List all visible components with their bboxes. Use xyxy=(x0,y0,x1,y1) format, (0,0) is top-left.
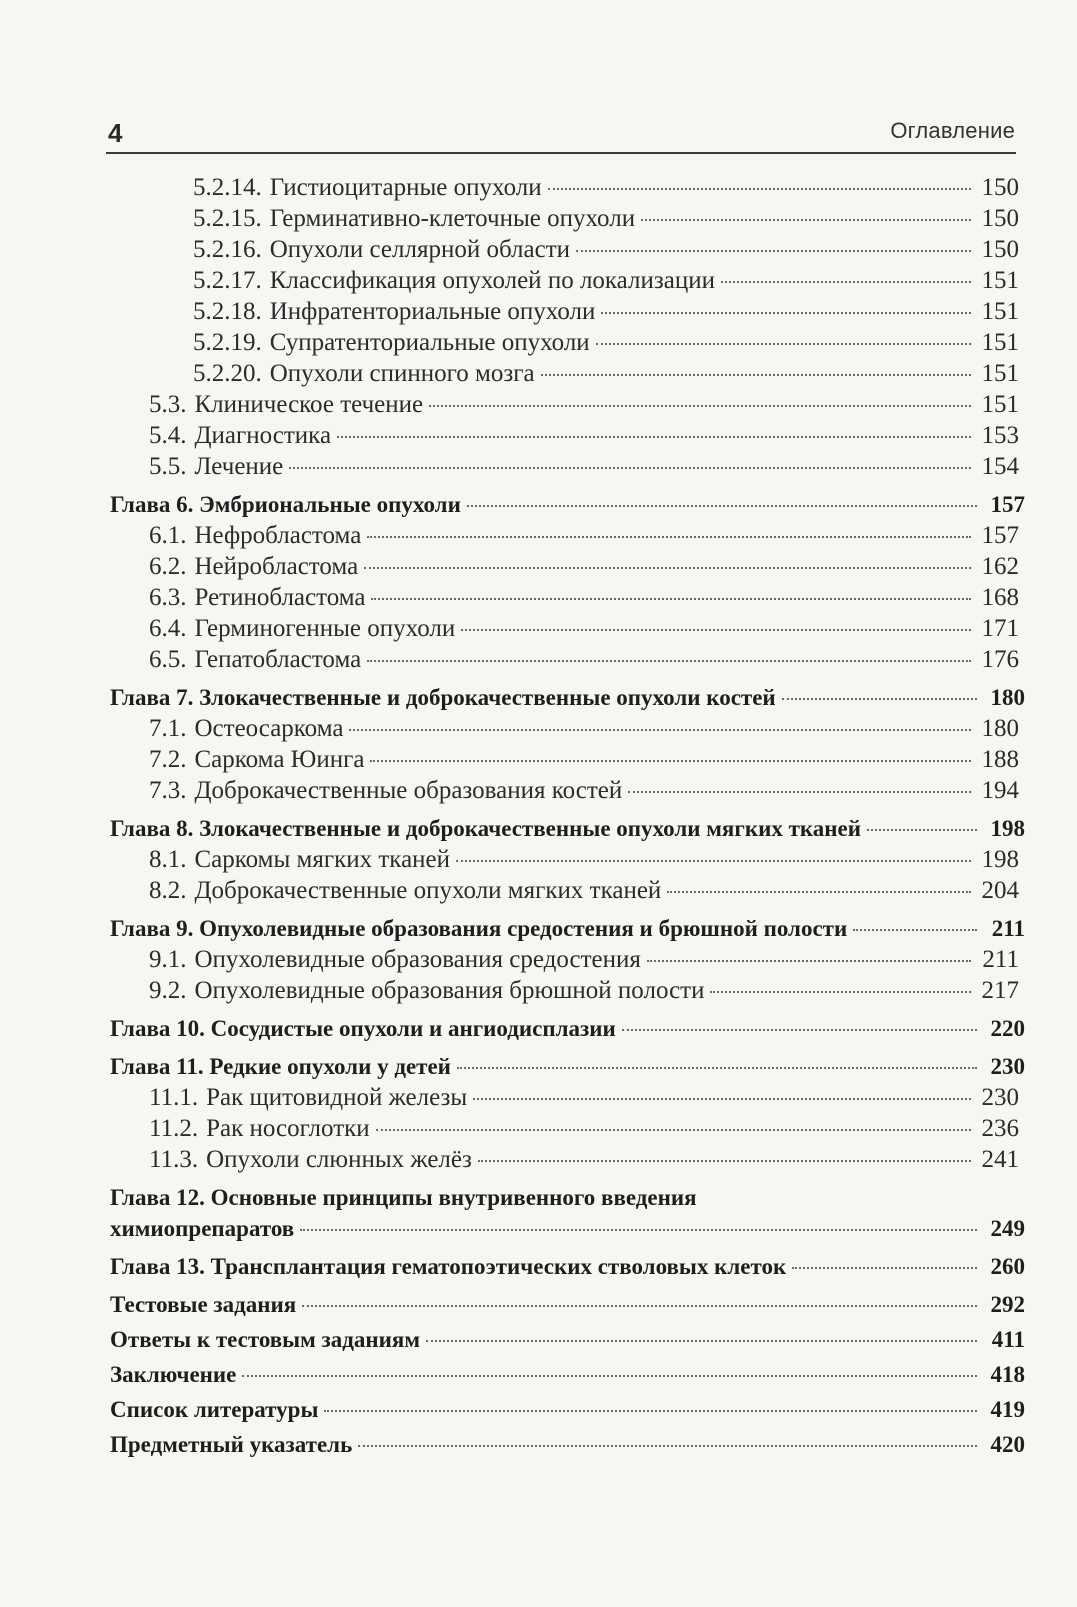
dot-leader xyxy=(426,1340,977,1342)
dot-leader xyxy=(358,1445,977,1447)
toc-entry-6-4[interactable] xyxy=(0,613,1077,644)
toc-chapter-13[interactable] xyxy=(0,1251,1077,1282)
page-ref: 188 xyxy=(981,746,1019,773)
chapter-title: Глава 7. Злокачественные и доброкачественные опухоли костей xyxy=(110,685,776,710)
toc-entry-7-2[interactable] xyxy=(0,744,1077,775)
toc-entry-5-4[interactable] xyxy=(0,420,1077,451)
section-number: 5.2.14. xyxy=(193,174,262,201)
chapter-title: Заключение xyxy=(110,1362,237,1387)
section-number: 5.4. xyxy=(149,422,187,449)
page-ref: 151 xyxy=(981,391,1019,418)
toc-chapter-9[interactable] xyxy=(0,913,1077,944)
page-ref: 171 xyxy=(981,615,1019,642)
running-head: Оглавление xyxy=(890,118,1015,143)
section-title: Опухолевидные образования брюшной полости xyxy=(194,977,705,1004)
table-of-contents xyxy=(0,172,1077,1460)
toc-conclusion[interactable] xyxy=(0,1359,1077,1390)
dot-leader xyxy=(473,1098,971,1100)
dot-leader xyxy=(601,312,971,314)
toc-chapter-11[interactable] xyxy=(0,1051,1077,1082)
page-ref: 230 xyxy=(990,1054,1025,1079)
dot-leader xyxy=(622,1029,977,1031)
dot-leader xyxy=(478,1160,971,1162)
toc-entry-11-2[interactable] xyxy=(0,1113,1077,1144)
page-ref: 151 xyxy=(981,329,1019,356)
chapter-title-line2: химиопрепаратов xyxy=(110,1216,295,1241)
section-number: 5.2.19. xyxy=(193,329,262,356)
toc-entry-5-5[interactable] xyxy=(0,451,1077,482)
page-ref: 420 xyxy=(990,1432,1025,1457)
section-title: Рак щитовидной железы xyxy=(206,1084,468,1111)
dot-leader xyxy=(461,629,971,631)
page-ref: 153 xyxy=(981,422,1019,449)
dot-leader xyxy=(641,219,971,221)
section-title: Рак носоглотки xyxy=(206,1115,370,1142)
page-ref: 168 xyxy=(981,584,1019,611)
dot-leader xyxy=(289,467,971,469)
section-title: Остеосаркома xyxy=(194,715,344,742)
toc-chapter-6[interactable] xyxy=(0,489,1077,520)
toc-entry-7-3[interactable] xyxy=(0,775,1077,806)
section-number: 6.3. xyxy=(149,584,187,611)
page-ref: 292 xyxy=(990,1292,1025,1317)
toc-index[interactable] xyxy=(0,1429,1077,1460)
section-number: 5.3. xyxy=(149,391,187,418)
page-ref: 151 xyxy=(981,360,1019,387)
dot-leader xyxy=(782,698,977,700)
page-ref: 418 xyxy=(990,1362,1025,1387)
section-number: 6.4. xyxy=(149,615,187,642)
toc-chapter-12[interactable] xyxy=(0,1213,1077,1244)
dot-leader xyxy=(792,1267,977,1269)
dot-leader xyxy=(457,1067,977,1069)
page-ref: 204 xyxy=(981,877,1019,904)
page-ref: 236 xyxy=(981,1115,1019,1142)
dot-leader xyxy=(364,567,971,569)
chapter-title: Ответы к тестовым заданиям xyxy=(110,1327,421,1352)
dot-leader xyxy=(300,1229,977,1231)
section-title: Герминогенные опухоли xyxy=(194,615,456,642)
chapter-12-title-line1[interactable]: Глава 12. Основные принципы внутривенного введения xyxy=(110,1185,697,1210)
toc-chapter-7[interactable] xyxy=(0,682,1077,713)
page-ref: 150 xyxy=(981,174,1019,201)
dot-leader xyxy=(370,760,971,762)
section-number: 5.2.20. xyxy=(193,360,262,387)
toc-entry-6-1[interactable] xyxy=(0,520,1077,551)
chapter-title: Глава 9. Опухолевидные образования средостения и брюшной полости xyxy=(110,916,848,941)
dot-leader xyxy=(721,281,971,283)
dot-leader xyxy=(667,891,971,893)
toc-entry-5-2-20[interactable] xyxy=(0,358,1077,389)
toc-entry-5-2-15[interactable] xyxy=(0,203,1077,234)
section-number: 8.1. xyxy=(149,846,187,873)
page-ref: 176 xyxy=(981,646,1019,673)
page-ref: 150 xyxy=(981,236,1019,263)
page-ref: 217 xyxy=(981,977,1019,1004)
page-ref: 230 xyxy=(981,1084,1019,1111)
section-number: 8.2. xyxy=(149,877,187,904)
toc-answers[interactable] xyxy=(0,1324,1077,1355)
page-ref: 198 xyxy=(990,816,1025,841)
section-number: 5.2.18. xyxy=(193,298,262,325)
section-title: Опухоли селлярной области xyxy=(269,236,571,263)
toc-entry-9-1[interactable] xyxy=(0,944,1077,975)
page-ref: 260 xyxy=(990,1254,1025,1279)
toc-entry-8-1[interactable] xyxy=(0,844,1077,875)
page-ref: 411 xyxy=(991,1327,1025,1352)
page-ref: 157 xyxy=(990,492,1025,517)
toc-entry-5-2-14[interactable] xyxy=(0,172,1077,203)
toc-entry-6-5[interactable] xyxy=(0,644,1077,675)
dot-leader xyxy=(349,729,971,731)
section-number: 5.2.15. xyxy=(193,205,262,232)
dot-leader xyxy=(467,505,977,507)
section-title: Нейробластома xyxy=(194,553,359,580)
dot-leader xyxy=(541,374,971,376)
section-number: 7.1. xyxy=(149,715,187,742)
dot-leader xyxy=(324,1410,977,1412)
section-title: Супратенториальные опухоли xyxy=(269,329,590,356)
toc-chapter-10[interactable] xyxy=(0,1013,1077,1044)
section-title: Лечение xyxy=(194,453,284,480)
section-number: 11.1. xyxy=(149,1084,199,1111)
page-ref: 419 xyxy=(990,1397,1025,1422)
section-title: Опухолевидные образования средостения xyxy=(194,946,641,973)
section-number: 6.1. xyxy=(149,522,187,549)
section-title: Герминативно-клеточные опухоли xyxy=(269,205,636,232)
page-ref: 249 xyxy=(990,1216,1025,1241)
page-ref: 220 xyxy=(990,1016,1025,1041)
toc-entry-7-1[interactable] xyxy=(0,713,1077,744)
page-ref: 151 xyxy=(981,298,1019,325)
section-title: Клиническое течение xyxy=(194,391,424,418)
section-number: 5.2.16. xyxy=(193,236,262,263)
section-number: 9.2. xyxy=(149,977,187,1004)
page-ref: 180 xyxy=(981,715,1019,742)
header-rule xyxy=(106,152,1016,154)
dot-leader xyxy=(429,405,971,407)
page-ref: 151 xyxy=(981,267,1019,294)
dot-leader xyxy=(548,188,971,190)
page-ref: 198 xyxy=(981,846,1019,873)
chapter-title: Глава 11. Редкие опухоли у детей xyxy=(110,1054,451,1079)
toc-entry-6-3[interactable] xyxy=(0,582,1077,613)
page-ref: 211 xyxy=(982,946,1019,973)
section-number: 11.3. xyxy=(149,1146,199,1173)
chapter-title: Предметный указатель xyxy=(110,1432,353,1457)
section-title: Ретинобластома xyxy=(194,584,366,611)
dot-leader xyxy=(367,536,971,538)
section-title: Опухоли спинного мозга xyxy=(269,360,535,387)
section-number: 7.2. xyxy=(149,746,187,773)
section-title: Классификация опухолей по локализации xyxy=(269,267,715,294)
dot-leader xyxy=(242,1375,977,1377)
page-ref: 157 xyxy=(981,522,1019,549)
section-number: 7.3. xyxy=(149,777,187,804)
dot-leader xyxy=(367,660,971,662)
page-ref: 211 xyxy=(991,916,1025,941)
section-title: Опухоли слюнных желёз xyxy=(206,1146,472,1173)
toc-entry-9-2[interactable] xyxy=(0,975,1077,1006)
chapter-title: Глава 6. Эмбриональные опухоли xyxy=(110,492,461,517)
page-ref: 180 xyxy=(990,685,1025,710)
toc-entry-5-3[interactable] xyxy=(0,389,1077,420)
dot-leader xyxy=(596,343,971,345)
dot-leader xyxy=(867,829,977,831)
toc-entry-5-2-17[interactable] xyxy=(0,265,1077,296)
dot-leader xyxy=(337,436,971,438)
section-number: 5.5. xyxy=(149,453,187,480)
section-title: Инфратенториальные опухоли xyxy=(269,298,596,325)
toc-entry-6-2[interactable] xyxy=(0,551,1077,582)
section-title: Диагностика xyxy=(194,422,332,449)
section-title: Саркомы мягких тканей xyxy=(194,846,451,873)
dot-leader xyxy=(710,991,971,993)
page-ref: 154 xyxy=(981,453,1019,480)
toc-entry-8-2[interactable] xyxy=(0,875,1077,906)
section-number: 5.2.17. xyxy=(193,267,262,294)
section-number: 11.2. xyxy=(149,1115,199,1142)
dot-leader xyxy=(371,598,971,600)
chapter-title: Глава 13. Трансплантация гематопоэтических стволовых клеток xyxy=(110,1254,787,1279)
page-number: 4 xyxy=(108,118,123,148)
dot-leader xyxy=(628,791,971,793)
page-ref: 150 xyxy=(981,205,1019,232)
toc-tests[interactable] xyxy=(0,1289,1077,1320)
toc-entry-5-2-18[interactable] xyxy=(0,296,1077,327)
chapter-title: Список литературы xyxy=(110,1397,319,1422)
toc-entry-5-2-19[interactable] xyxy=(0,327,1077,358)
dot-leader xyxy=(853,929,977,931)
dot-leader xyxy=(456,860,971,862)
section-title: Гепатобластома xyxy=(194,646,362,673)
page-ref: 162 xyxy=(981,553,1019,580)
toc-entry-11-3[interactable] xyxy=(0,1144,1077,1175)
dot-leader xyxy=(376,1129,971,1131)
toc-entry-5-2-16[interactable] xyxy=(0,234,1077,265)
dot-leader xyxy=(647,960,971,962)
toc-chapter-8[interactable] xyxy=(0,813,1077,844)
section-title: Доброкачественные опухоли мягких тканей xyxy=(194,877,662,904)
toc-entry-11-1[interactable] xyxy=(0,1082,1077,1113)
section-number: 9.1. xyxy=(149,946,187,973)
section-number: 6.2. xyxy=(149,553,187,580)
dot-leader xyxy=(302,1305,977,1307)
chapter-title: Глава 8. Злокачественные и доброкачественные опухоли мягких тканей xyxy=(110,816,861,841)
section-number: 6.5. xyxy=(149,646,187,673)
chapter-title: Глава 10. Сосудистые опухоли и ангиодисплазии xyxy=(110,1016,616,1041)
section-title: Саркома Юинга xyxy=(194,746,365,773)
toc-references[interactable] xyxy=(0,1394,1077,1425)
section-title: Доброкачественные образования костей xyxy=(194,777,623,804)
section-title: Гистиоцитарные опухоли xyxy=(269,174,542,201)
dot-leader xyxy=(576,250,971,252)
chapter-title: Тестовые задания xyxy=(110,1292,297,1317)
page-ref: 194 xyxy=(981,777,1019,804)
page-ref: 241 xyxy=(981,1146,1019,1173)
section-title: Нефробластома xyxy=(194,522,362,549)
